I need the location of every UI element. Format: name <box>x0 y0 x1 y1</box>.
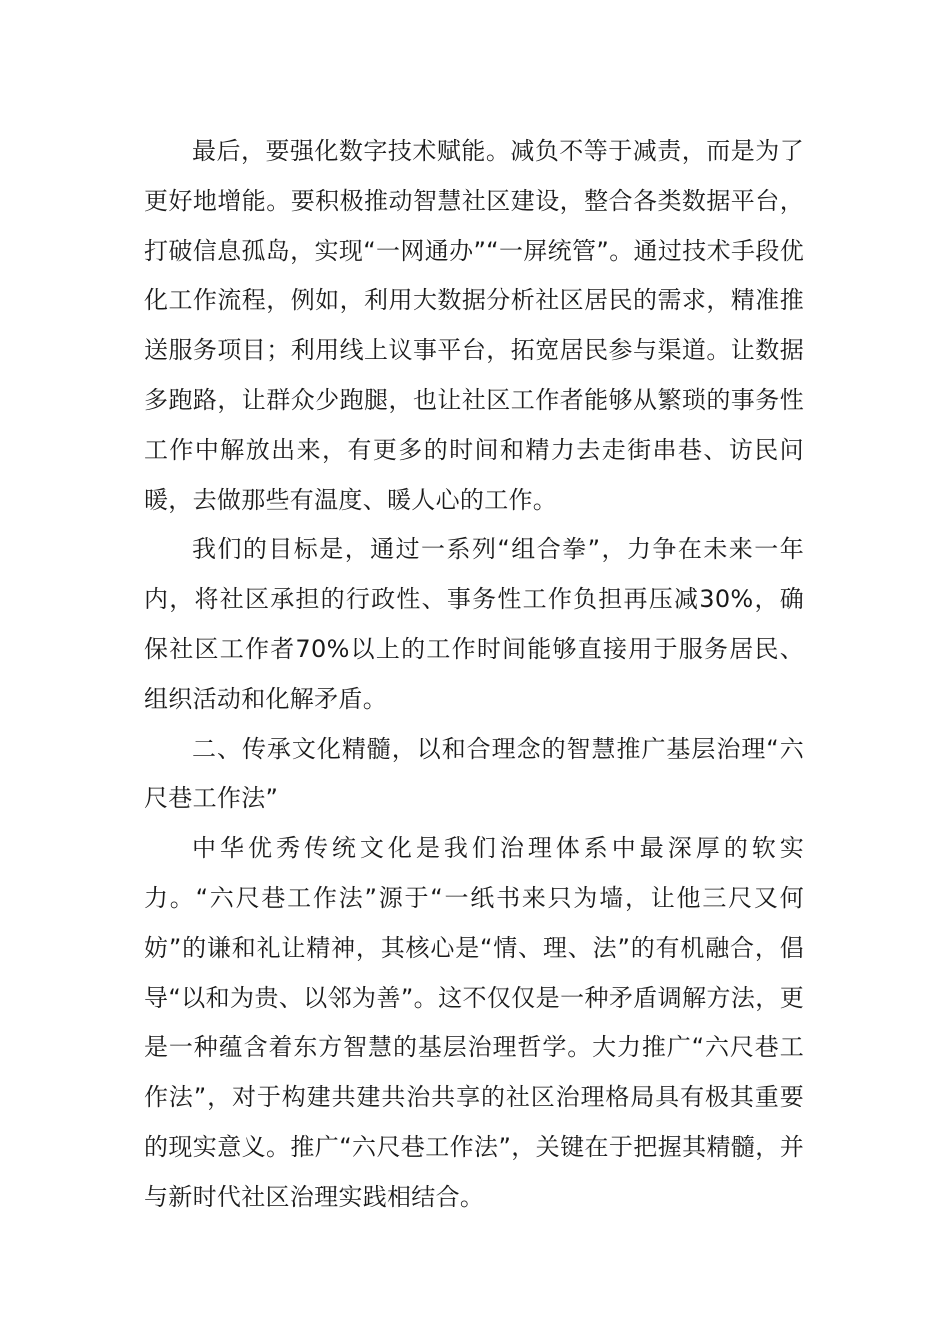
paragraph-goal: 我们的目标是，通过一系列“组合拳”，力争在未来一年内，将社区承担的行政性、事务性工作负担再压减30%，确保社区工作者70%以上的工作时间能够直接用于服务居民、组织活动和化解矛盾。 <box>144 535 804 713</box>
paragraph-traditional-culture: 中华优秀传统文化是我们治理体系中最深厚的软实力。“六尺巷工作法”源于“一纸书来只为墙，让他三尺又何妨”的谦和礼让精神，其核心是“情、理、法”的有机融合，倡导“以和为贵、以邻为善”。这不仅仅是一种矛盾调解方法，更是一种蕴含着东方智慧的基层治理哲学。大力推广“六尺巷工作法”，对于构建共建共治共享的社区治理格局具有极其重要的现实意义。推广“六尺巷工作法”，关键在于把握其精髓，并与新时代社区治理实践相结合。 <box>144 834 805 1211</box>
section-heading-liuchixiang: 二、传承文化精髓，以和合理念的智慧推广基层治理“六尺巷工作法” <box>144 734 804 813</box>
paragraph-digital-empowerment: 最后，要强化数字技术赋能。减负不等于减责，而是为了更好地增能。要积极推动智慧社区建设，整合各类数据平台，打破信息孤岛，实现“一网通办”“一屏统管”。通过技术手段优化工作流程，例如，利用大数据分析社区居民的需求，精准推送服务项目；利用线上议事平台，拓宽居民参与渠道。让数据多跑路，让群众少跑腿，也让社区工作者能够从繁琐的事务性工作中解放出来，有更多的时间和精力去走街串巷、访民问暖，去做那些有温度、暖人心的工作。 <box>144 137 804 514</box>
document-body <box>144 127 804 1223</box>
